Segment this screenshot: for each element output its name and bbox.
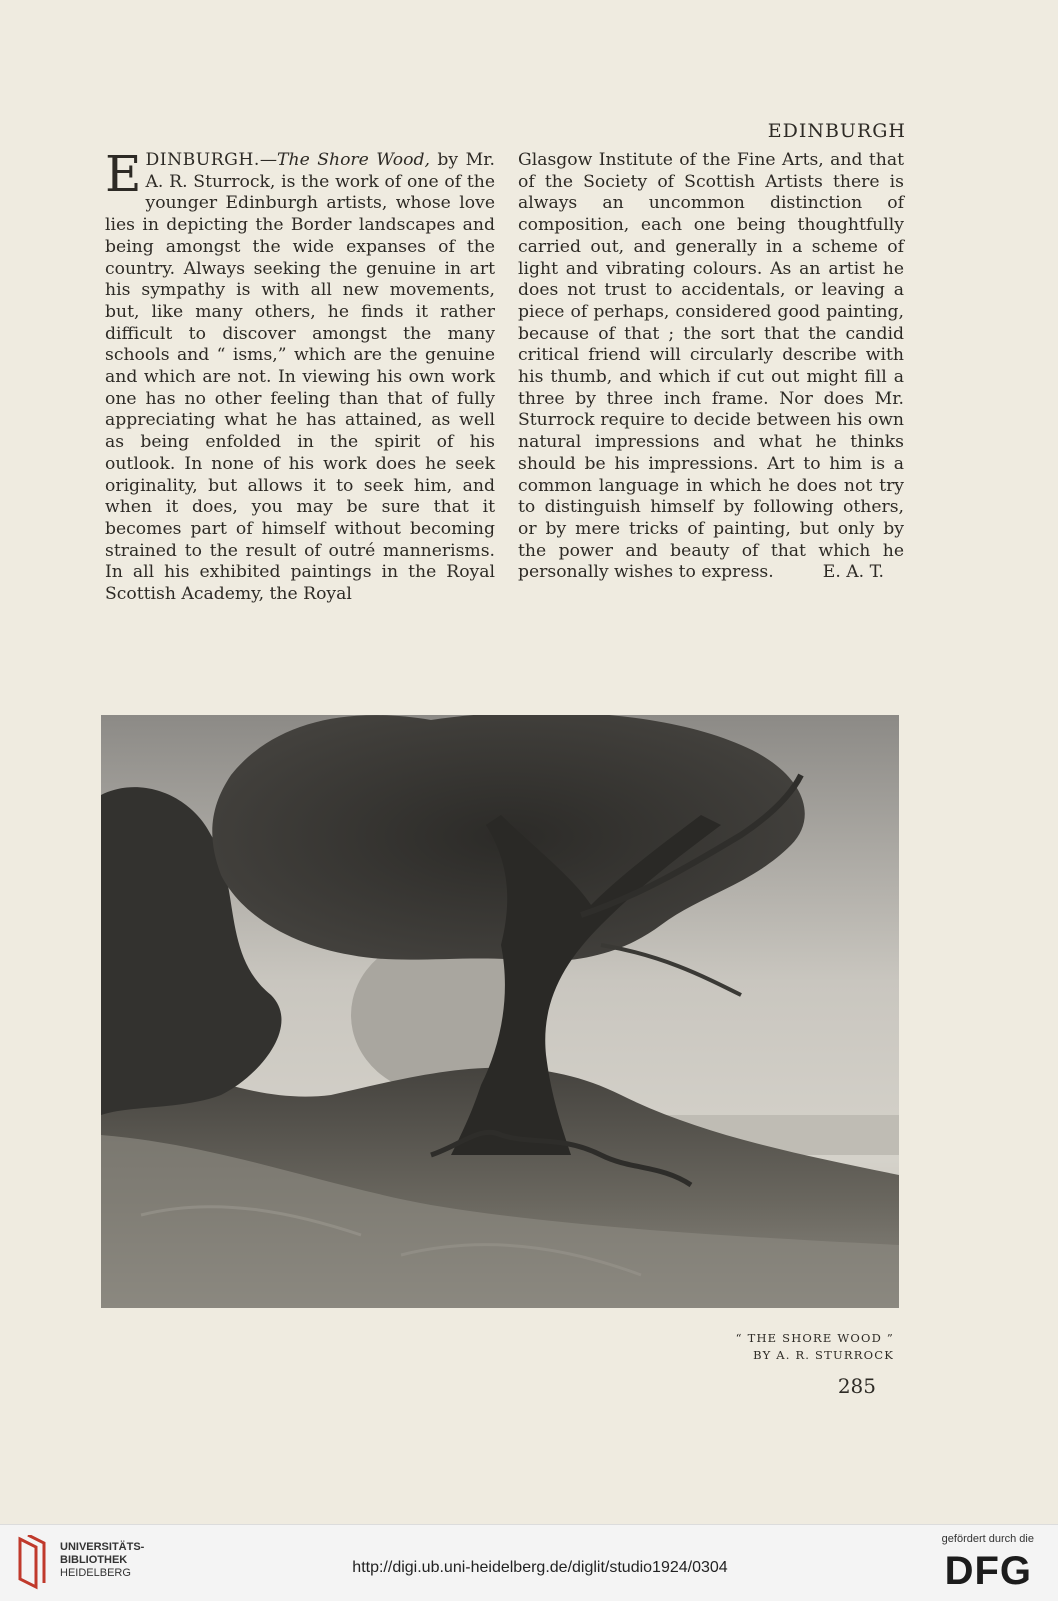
library-name-line2: BIBLIOTHEK: [60, 1554, 128, 1566]
drop-cap: E: [105, 145, 142, 203]
plate-caption: [680, 1330, 894, 1364]
library-name-line3: HEIDELBERG: [60, 1567, 131, 1579]
painting-plate: [101, 715, 899, 1308]
digitization-footer: [0, 1524, 1058, 1601]
article-column-left: [105, 145, 496, 606]
library-name-line1: UNIVERSITÄTS-: [60, 1541, 145, 1553]
library-logo-icon: [14, 1535, 54, 1591]
caption-title: “ THE SHORE WOOD ”: [735, 1331, 894, 1345]
running-head: EDINBURGH: [767, 120, 906, 142]
article-paragraph-right: [518, 150, 904, 584]
lead-dash: —: [259, 150, 278, 170]
page-number: 285: [837, 1374, 876, 1398]
article-text-right: Glasgow Institute of the Fine Arts, and that of the Society of Scottish Artists there is always an uncommon distinction of composition, each one being thoughtfully carried out, and generally in a scheme of light and vibrating colours. As an artist he does not trust to accidentals, or leaving a piece of perhaps, considered good painting, because of that ; the sort that the candid critical friend will circularly describe with his thumb, and which if cut out might fill a three by three inch frame. Nor does Mr. Sturrock require to decide between his own natural impressions and what he thinks should be his impressions. Art to him is a common language in which he does not try to distinguish himself by following others, or by mere tricks of painting, but only by the power and beauty of that which he personally wishes to express.: [518, 150, 904, 583]
article-paragraph-left: [105, 145, 496, 606]
permalink-url[interactable]: http://digi.ub.uni-heidelberg.de/diglit/studio1924/0304: [352, 1559, 728, 1576]
lead-caps: DINBURGH.: [145, 150, 260, 170]
caption-artist: BY A. R. STURROCK: [753, 1348, 894, 1362]
shore-wood-painting: [101, 715, 899, 1308]
library-name: [60, 1541, 144, 1580]
article-text-left: by Mr. A. R. Sturrock, is the work of one of the younger Edinburgh artists, whose love lies in depicting the Border landscapes and being amongst the wide expanses of the country. Always seeking the genuine in art his sympathy is with all new movements, but, like many others, he finds it rather difficult to discover amongst the many schools and “ isms,” which are the genuine and which are not. In viewing his own work one has no other feeling than that of fully appreciating what he has attained, as well as being enfolded in the spirit of his outlook. In none of his work does he seek originality, but allows it to seek him, and when it does, you may be sure that it becomes part of himself without becoming strained to the result of outré mannerisms. In all his exhibited paintings in the Royal Scottish Academy, the Royal: [105, 150, 496, 605]
dfg-logo: DFG: [944, 1549, 1032, 1593]
author-signature: E. A. T.: [822, 562, 884, 583]
article-column-right: [518, 150, 904, 584]
artwork-title: The Shore Wood,: [277, 150, 430, 170]
funded-by-label: gefördert durch die: [941, 1533, 1034, 1545]
